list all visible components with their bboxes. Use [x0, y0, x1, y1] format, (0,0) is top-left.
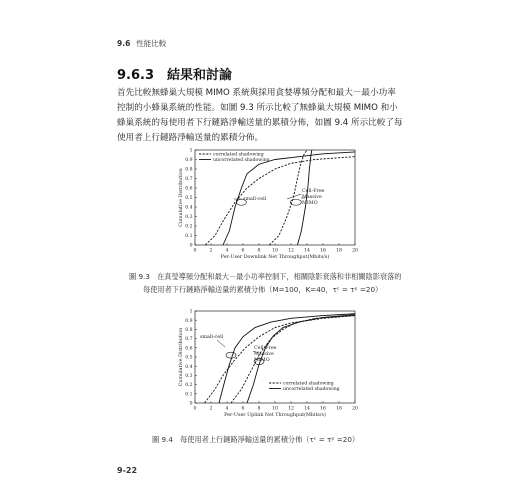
uplink-cdf-chart — [165, 307, 365, 429]
annotation-cell-free: Cell-Free — [302, 189, 325, 194]
annotation-ellipse — [290, 199, 301, 205]
y-tick-label: 0 — [189, 243, 193, 249]
y-axis-label: Cumulative Distribution — [179, 327, 184, 387]
figure-9-3-caption-line2: 每使用者下行鏈路淨輸送量的累積分佈（M=100，K=40，τᶜ = τᵖ =20） — [143, 285, 383, 294]
body-paragraph: 首先比較無蜂巢大規模 MIMO 系統與採用貪婪導頻分配和最大－最小功率控制的小蜂巢系統的性能。如圖 9.3 所示比較了無蜂巢大規模 MIMO 和小蜂巢系統的每使用者下行鏈路淨輸送量的累積分佈，如圖 9.4 所示比較了每使用者上行鏈路淨輸送量的累積分佈。 — [117, 88, 403, 143]
y-tick-label: 0.6 — [185, 186, 193, 192]
y-tick-label: 0.1 — [185, 392, 193, 398]
x-tick-label: 16 — [320, 248, 326, 254]
legend-label: correlated shadowing — [213, 152, 264, 158]
y-tick-label: 0.6 — [185, 346, 193, 352]
downlink-cdf-chart — [165, 146, 365, 271]
annotation-small-cell: small-cell — [243, 197, 267, 202]
x-tick-label: 8 — [257, 406, 261, 412]
y-tick-label: 0.3 — [185, 374, 193, 379]
series-line-correlated — [205, 157, 355, 245]
x-tick-label: 20 — [352, 406, 358, 412]
annotation-cell-free: Cell-Free — [254, 346, 277, 351]
y-tick-label: 0.4 — [185, 205, 193, 211]
x-tick-label: 10 — [272, 406, 278, 412]
figure-9-3 — [165, 146, 365, 275]
y-tick-label: 0.7 — [185, 337, 193, 343]
y-tick-label: 1 — [189, 148, 193, 154]
x-tick-label: 12 — [288, 248, 294, 254]
figure-9-3-caption — [129, 270, 401, 296]
x-tick-label: 8 — [257, 248, 261, 254]
legend-label: uncorrelated shadowing — [213, 158, 270, 164]
annotation-mimo: MIMO — [254, 358, 270, 363]
x-tick-label: 6 — [241, 406, 245, 412]
x-tick-label: 10 — [272, 248, 278, 254]
y-tick-label: 0.5 — [185, 355, 193, 361]
x-tick-label: 0 — [193, 248, 197, 254]
y-tick-label: 0.4 — [185, 364, 193, 370]
x-tick-label: 2 — [209, 406, 213, 412]
annotation-leader — [217, 340, 225, 347]
section-title: 9.6.3 結果和討論 — [117, 68, 233, 83]
x-tick-label: 14 — [304, 248, 310, 254]
x-tick-label: 4 — [225, 248, 229, 254]
x-tick-label: 12 — [288, 406, 294, 412]
annotation-mimo: MIMO — [302, 201, 318, 206]
x-axis-label: Per-User Uplink Net Throughput(Mbits/s) — [224, 413, 326, 418]
x-tick-label: 18 — [336, 406, 342, 412]
running-header — [117, 38, 166, 49]
annotation-leader — [287, 194, 301, 199]
figure-9-4-caption: 圖 9.4 每使用者上行鏈路淨輸送量的累積分佈（τᶜ = τᵖ =20） — [152, 435, 360, 444]
header-section-number: 9.6 — [117, 39, 131, 48]
header-section-title: 性能比較 — [136, 39, 167, 48]
x-tick-label: 6 — [241, 248, 245, 254]
x-axis-label: Per-User Downlink Net Throughput(Mbits/s) — [220, 255, 330, 260]
y-tick-label: 0.1 — [185, 234, 193, 240]
y-tick-label: 0.8 — [185, 167, 193, 173]
annotation-massive: Massive — [254, 352, 274, 357]
y-tick-label: 0.2 — [185, 224, 193, 230]
annotation-massive: Massive — [302, 195, 322, 200]
plot-frame — [195, 150, 355, 245]
x-tick-label: 4 — [225, 406, 229, 412]
figure-9-3-caption-line1: 圖 9.3 在真瑩導頻分配和最大－最小功率控制下，相關陰影衰落和非相關陰影衰落的 — [129, 272, 402, 281]
y-tick-label: 0.9 — [185, 158, 193, 164]
x-tick-label: 18 — [336, 248, 342, 254]
annotation-ellipse — [226, 352, 236, 358]
x-tick-label: 14 — [304, 406, 310, 412]
x-tick-label: 16 — [320, 406, 326, 412]
y-tick-label: 0.9 — [185, 318, 193, 324]
y-tick-label: 0.2 — [185, 383, 193, 389]
y-tick-label: 1 — [189, 309, 193, 315]
x-tick-label: 20 — [352, 248, 358, 254]
y-axis-label: Cumulative Distribution — [179, 168, 184, 227]
figure-9-4 — [165, 307, 365, 433]
y-tick-label: 0.5 — [185, 196, 193, 202]
y-tick-label: 0 — [189, 401, 193, 407]
legend-label: uncorrelated shadowing — [283, 387, 340, 393]
annotation-small-cell: small-cell — [200, 335, 224, 340]
x-tick-label: 2 — [209, 248, 213, 254]
page-number: 9-22 — [117, 466, 138, 475]
x-tick-label: 0 — [193, 406, 197, 412]
y-tick-label: 0.7 — [185, 177, 193, 183]
legend-label: correlated shadowing — [283, 381, 334, 387]
y-tick-label: 0.8 — [185, 328, 193, 333]
y-tick-label: 0.3 — [185, 215, 193, 221]
